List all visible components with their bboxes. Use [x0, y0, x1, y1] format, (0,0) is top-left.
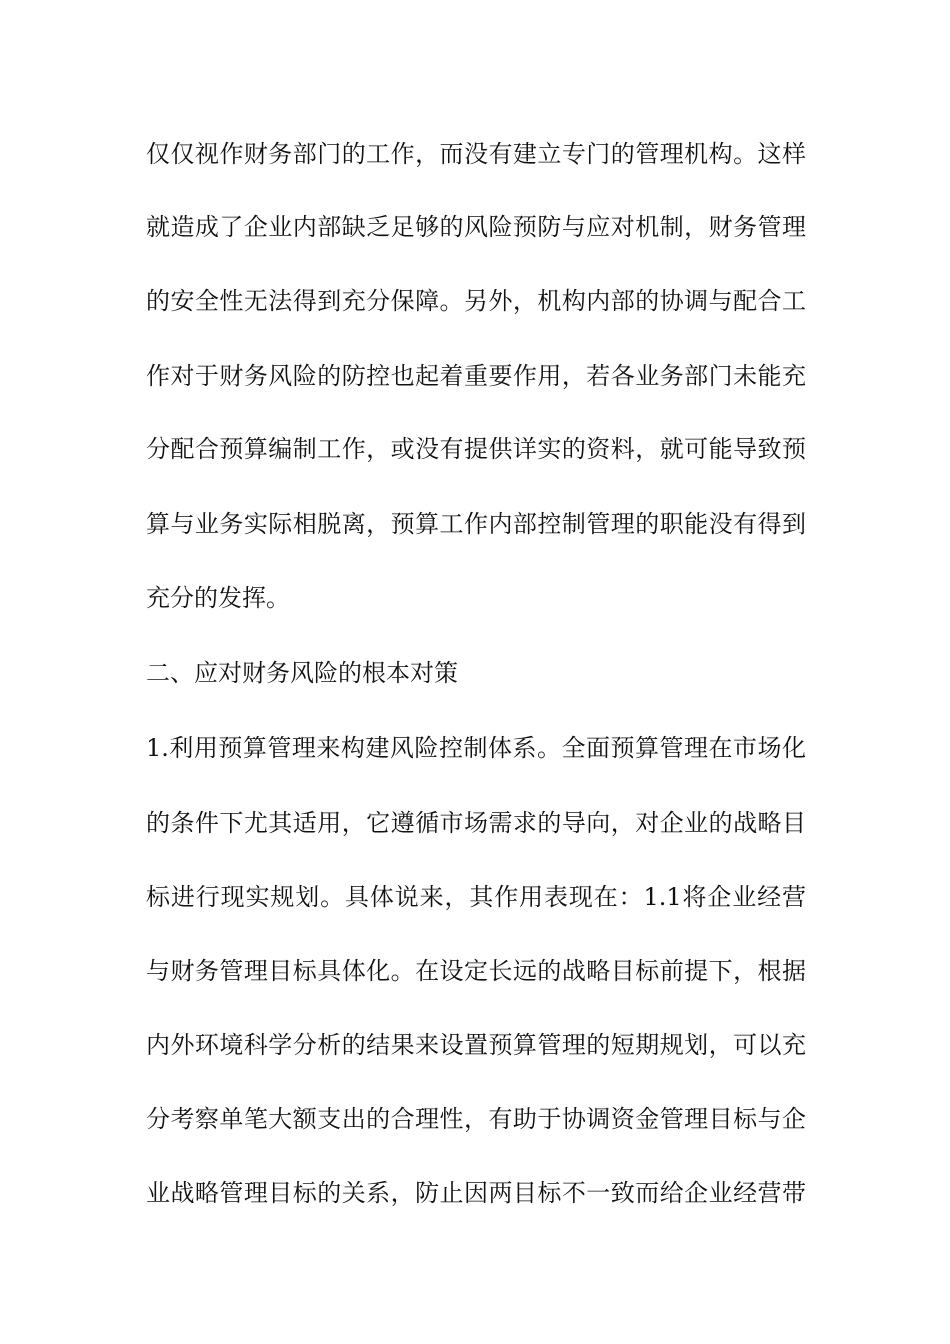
text-line: 1.利用预算管理来构建风险控制体系。全面预算管理在市场化 — [146, 734, 806, 762]
paragraph-end-line: 充分的发挥。 — [146, 584, 290, 612]
text-line: 的安全性无法得到充分保障。另外，机构内部的协调与配合工 — [146, 287, 806, 315]
text-line: 算与业务实际相脱离，预算工作内部控制管理的职能没有得到 — [146, 510, 806, 538]
text-line: 仅仅视作财务部门的工作，而没有建立专门的管理机构。这样 — [146, 140, 806, 168]
text-line: 业战略管理目标的关系，防止因两目标不一致而给企业经营带 — [146, 1179, 806, 1207]
text-line: 的条件下尤其适用，它遵循市场需求的导向，对企业的战略目 — [146, 809, 806, 837]
text-line: 与财务管理目标具体化。在设定长远的战略目标前提下，根据 — [146, 957, 806, 985]
text-line: 分考察单笔大额支出的合理性，有助于协调资金管理目标与企 — [146, 1105, 806, 1133]
text-line: 就造成了企业内部缺乏足够的风险预防与应对机制，财务管理 — [146, 213, 806, 241]
text-line: 作对于财务风险的防控也起着重要作用，若各业务部门未能充 — [146, 362, 806, 390]
text-line: 分配合预算编制工作，或没有提供详实的资料，就可能导致预 — [146, 435, 806, 463]
section-heading: 二、应对财务风险的根本对策 — [146, 659, 458, 687]
text-line: 内外环境科学分析的结果来设置预算管理的短期规划，可以充 — [146, 1031, 806, 1059]
text-line: 标进行现实规划。具体说来，其作用表现在：1.1将企业经营 — [146, 883, 806, 911]
